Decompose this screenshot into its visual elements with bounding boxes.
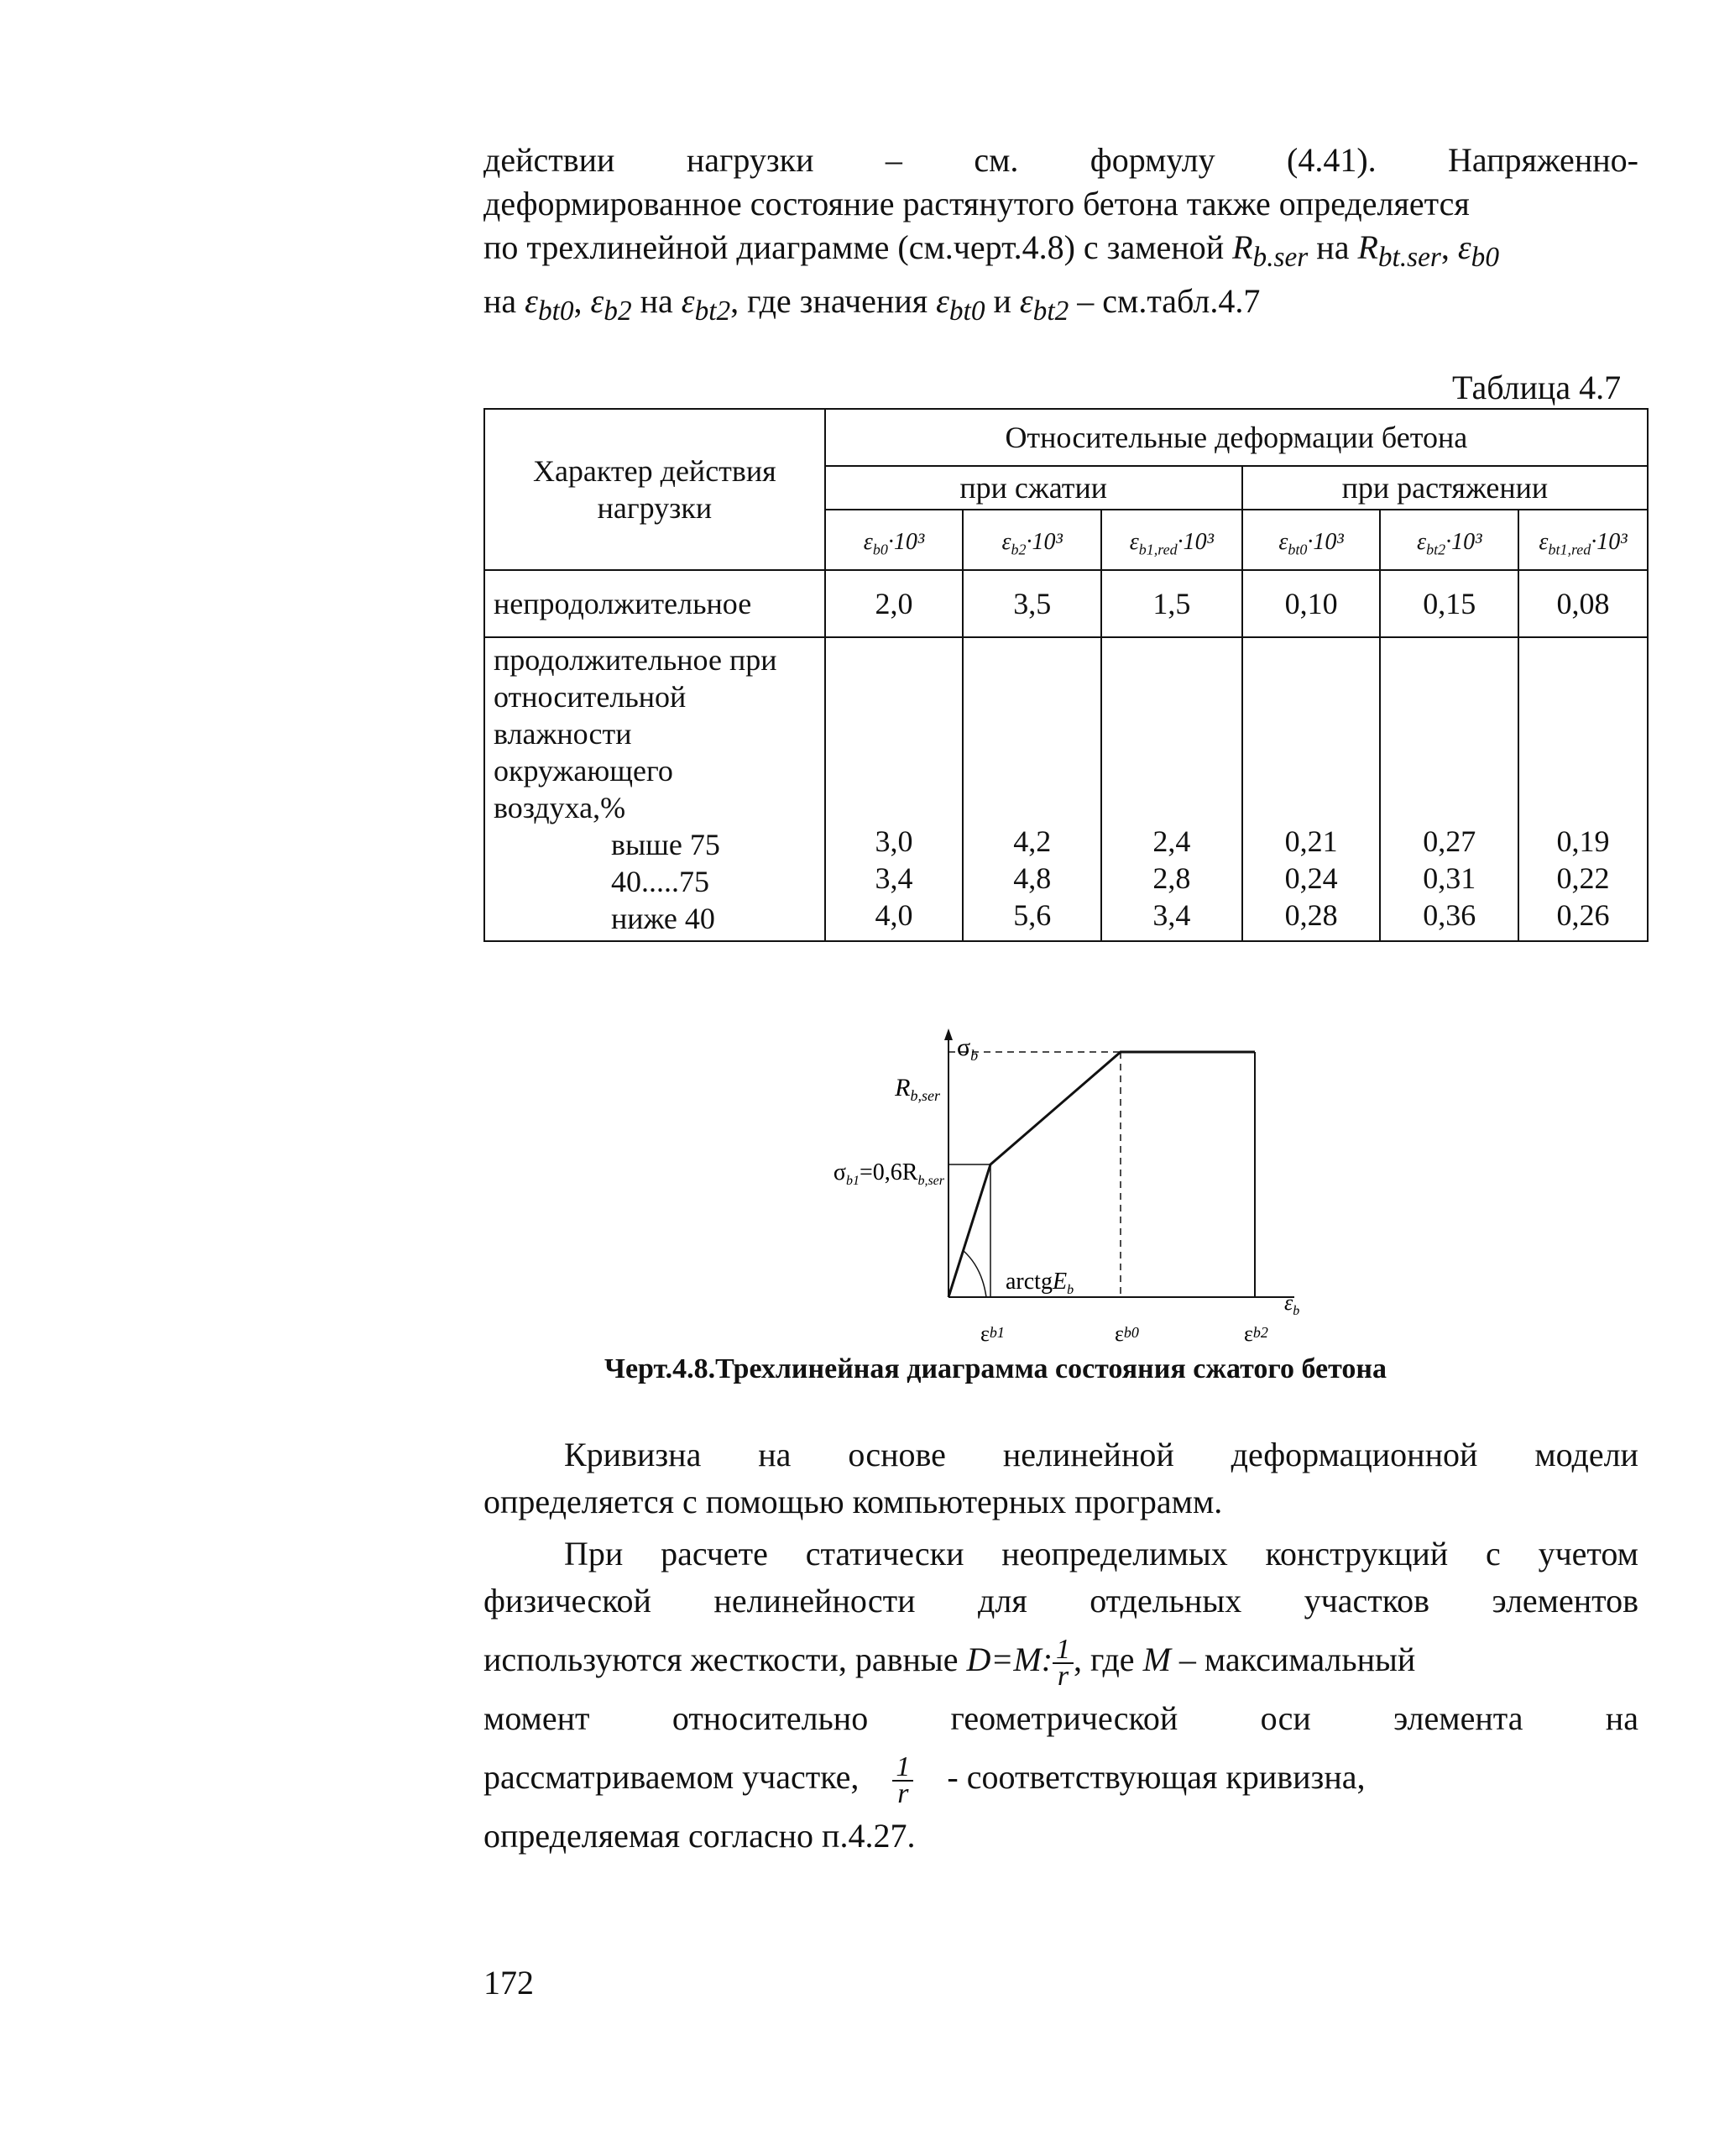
col-sym: ε [1278, 528, 1288, 555]
cell: 0,19 [1556, 824, 1610, 858]
row-label: непродолжительное [484, 570, 825, 637]
word: модели [1534, 1436, 1638, 1473]
word: относительно [671, 1699, 869, 1737]
row-label-line: воздуха,% [494, 791, 626, 824]
cell: 0,36 [1423, 898, 1476, 932]
word: Напряженно- [1448, 141, 1638, 179]
fraction-den: r [897, 1777, 909, 1809]
text: на [640, 282, 673, 320]
text: – максимальный [1178, 1641, 1416, 1678]
cell: 0,21 [1284, 824, 1338, 858]
col-sym: ε [1417, 528, 1427, 555]
col-sub: b2 [1011, 541, 1027, 558]
word: учетом [1538, 1535, 1638, 1573]
col-sym: ε [1539, 528, 1549, 555]
cell: 4,0 [875, 898, 913, 932]
word: нелинейной [1002, 1436, 1174, 1473]
word: геометрической [950, 1699, 1178, 1737]
cell: 0,24 [1284, 861, 1338, 895]
intro-line-2: деформированное состояние растянутого бетона также определяется [483, 185, 1470, 222]
col-sym: ε [1001, 528, 1011, 555]
word: физической [483, 1582, 651, 1620]
text: - соответствующая кривизна, [947, 1758, 1366, 1796]
col-mult: ·10³ [1307, 528, 1344, 555]
col-header [825, 510, 964, 570]
word: элемента [1393, 1699, 1523, 1737]
row-label-line: влажности [494, 717, 632, 751]
col-sym: ε [863, 528, 873, 555]
table-row-long [484, 637, 1648, 941]
cell: 2,8 [1152, 861, 1191, 895]
cell: 2,0 [825, 570, 964, 637]
label-eps-axis: $\varepsilon_b$ [1284, 1290, 1300, 1318]
symbol-sub: bt.ser [1377, 242, 1441, 273]
text: на [483, 282, 517, 320]
col-header [1242, 510, 1381, 570]
word: расчете [661, 1535, 768, 1573]
label-sigma1: $\sigma_{b1}=0,6R_{b,ser}$ [833, 1159, 944, 1188]
text: рассматриваемом участке, [483, 1758, 860, 1796]
p2-line-3 [483, 1625, 1638, 1695]
cell-stack [1518, 637, 1648, 941]
symbol-sub: b0 [1471, 242, 1499, 273]
intro-line-1 [483, 139, 1638, 182]
symbol-sub: bt0 [948, 296, 985, 327]
word: При [564, 1535, 624, 1573]
cell-stack [1101, 637, 1242, 941]
symbol-sub: bt0 [537, 296, 574, 327]
cell-stack [1242, 637, 1381, 941]
word: для [978, 1582, 1027, 1620]
col-header [963, 510, 1101, 570]
trilinear-diagram [781, 1028, 1335, 1348]
col-header [1101, 510, 1242, 570]
cell: 0,27 [1423, 824, 1476, 858]
header-compression: при сжатии [825, 466, 1242, 510]
cell: 4,2 [1013, 824, 1052, 858]
col-sub: b1,red [1138, 541, 1178, 558]
p1-line-2: определяется с помощью компьютерных программ. [483, 1483, 1223, 1520]
diagram-curve [948, 1052, 1255, 1297]
cell: 3,5 [963, 570, 1101, 637]
page-number: 172 [483, 1964, 534, 2002]
word: (4.41). [1287, 141, 1377, 179]
fraction-num: 1 [892, 1755, 913, 1782]
word: – [885, 141, 902, 179]
angle-arc [964, 1251, 986, 1297]
col-mult: ·10³ [1445, 528, 1482, 555]
symbol: R [1357, 228, 1378, 266]
label-rb: $R_{b,ser}$ [895, 1074, 940, 1104]
col-mult: ·10³ [887, 528, 925, 555]
word: неопределимых [1001, 1535, 1228, 1573]
word: действии [483, 141, 615, 179]
row-label-line: окружающего [494, 754, 673, 788]
col-sym: ε [1129, 528, 1139, 555]
header-load-type-text: Характер действия нагрузки [532, 454, 776, 525]
word: на [1605, 1699, 1638, 1737]
symbol-sub: b.ser [1252, 242, 1309, 273]
text: по трехлинейной диаграмме (см.черт.4.8) с заменой [483, 228, 1225, 266]
row-sublabel: выше 75 [611, 828, 720, 861]
word: нагрузки [686, 141, 814, 179]
cell: 0,10 [1242, 570, 1381, 637]
col-header [1518, 510, 1648, 570]
cell: 0,28 [1284, 898, 1338, 932]
word: оси [1260, 1699, 1311, 1737]
table-row-short [484, 570, 1648, 637]
fraction-den: r [1057, 1660, 1069, 1692]
col-sub: bt2 [1426, 541, 1446, 558]
text: , где [1074, 1641, 1135, 1678]
symbol-sub: bt2 [694, 296, 731, 327]
text: , [573, 282, 583, 320]
p2-line-5 [483, 1742, 1638, 1813]
word: формулу [1090, 141, 1215, 179]
cell: 5,6 [1013, 898, 1052, 932]
symbol: M [1142, 1641, 1171, 1678]
p2-line-2 [483, 1578, 1638, 1625]
cell: 0,08 [1518, 570, 1648, 637]
intro-line-4 [483, 280, 1638, 333]
symbol: ε [525, 282, 538, 320]
symbol: ε [1457, 228, 1471, 266]
symbol-sub: b2 [604, 296, 632, 327]
row-sublabel: ниже 40 [611, 902, 715, 935]
cell: 0,26 [1556, 898, 1610, 932]
symbol: ε [590, 282, 604, 320]
text: , [1440, 228, 1450, 266]
body-text [483, 1431, 1638, 1860]
word: с [1486, 1535, 1501, 1573]
col-mult: ·10³ [1026, 528, 1063, 555]
word: отдельных [1090, 1582, 1242, 1620]
label-arctg: arctgE$_b$ [1006, 1269, 1074, 1297]
word: Кривизна [564, 1436, 702, 1473]
symbol: ε [1019, 282, 1033, 320]
cell: 1,5 [1101, 570, 1242, 637]
text: – см.табл.4.7 [1077, 282, 1261, 320]
fraction-num: 1 [1053, 1637, 1074, 1664]
word: участков [1304, 1582, 1430, 1620]
symbol-sub: bt2 [1032, 296, 1069, 327]
word: статически [805, 1535, 964, 1573]
col-mult: ·10³ [1177, 528, 1215, 555]
word: деформационной [1231, 1436, 1478, 1473]
row-sublabel: 40.....75 [611, 865, 709, 898]
fraction [892, 1750, 913, 1809]
cell: 0,22 [1556, 861, 1610, 895]
cell: 3,0 [875, 824, 913, 858]
symbol: ε [681, 282, 695, 320]
symbol: R [1232, 228, 1253, 266]
p1-line-1 [483, 1431, 1638, 1478]
text: , где значения [730, 282, 928, 320]
word: элементов [1492, 1582, 1638, 1620]
header-group: Относительные деформации бетона [825, 409, 1648, 466]
col-sub: b0 [872, 541, 888, 558]
label-sigma: $\sigma_b$ [957, 1034, 979, 1064]
col-header [1380, 510, 1518, 570]
word: момент [483, 1699, 590, 1737]
row-label-line: относительной [494, 680, 687, 714]
p2-line-6: определяемая согласно п.4.27. [483, 1817, 916, 1855]
fraction [1053, 1633, 1074, 1692]
word: см. [974, 141, 1019, 179]
symbol: ε [936, 282, 949, 320]
row-label-long [484, 637, 825, 941]
cell-stack [1380, 637, 1518, 941]
text: на [1316, 228, 1350, 266]
cell-stack [825, 637, 964, 941]
text: и [993, 282, 1011, 320]
cell: 3,4 [875, 861, 913, 895]
y-axis-arrow [944, 1028, 953, 1040]
cell: 0,31 [1423, 861, 1476, 895]
text: используются жесткости, равные [483, 1641, 959, 1678]
cell: 2,4 [1152, 824, 1191, 858]
word: основе [848, 1436, 946, 1473]
cell: 0,15 [1380, 570, 1518, 637]
figure-caption: Черт.4.8.Трехлинейная диаграмма состояния сжатого бетона [604, 1353, 1387, 1384]
label-eps-b1: εb1 [980, 1321, 1005, 1346]
col-sub: bt1,red [1548, 541, 1591, 558]
p2-line-1 [483, 1531, 1638, 1578]
row-label-line: продолжительное при [494, 643, 777, 677]
label-eps-b0: εb0 [1115, 1321, 1139, 1346]
header-load-type [484, 409, 825, 570]
cell: 3,4 [1152, 898, 1191, 932]
cell-stack [963, 637, 1101, 941]
col-sub: bt0 [1288, 541, 1308, 558]
formula: D=M: [966, 1641, 1053, 1678]
cell: 4,8 [1013, 861, 1052, 895]
word: на [758, 1436, 792, 1473]
word: конструкций [1265, 1535, 1449, 1573]
header-tension: при растяжении [1242, 466, 1648, 510]
p2-line-4 [483, 1695, 1638, 1742]
table-caption: Таблица 4.7 [1452, 369, 1622, 406]
label-eps-b2: εb2 [1244, 1321, 1268, 1346]
intro-line-3 [483, 226, 1638, 280]
intro-paragraph [483, 139, 1638, 333]
col-mult: ·10³ [1591, 528, 1628, 555]
word: нелинейности [713, 1582, 916, 1620]
deformation-table [483, 408, 1649, 942]
